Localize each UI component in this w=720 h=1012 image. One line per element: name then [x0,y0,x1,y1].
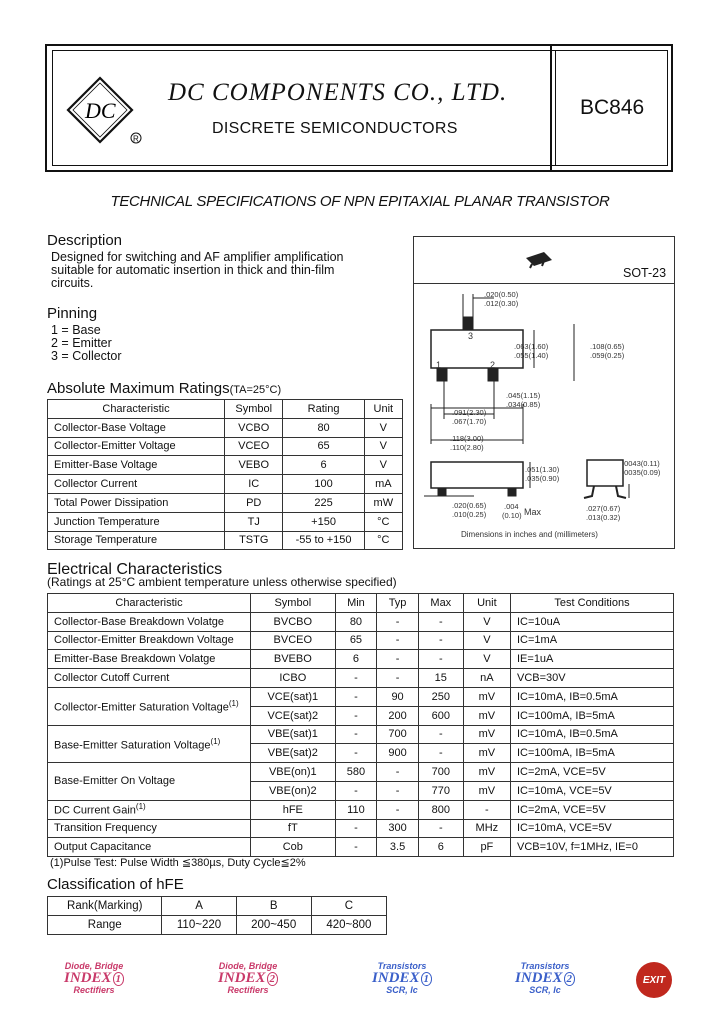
table-cell: - [418,744,463,763]
pin-label: 3 [468,331,474,341]
pin-label: 1 [436,360,442,370]
table-cell: - [418,819,463,838]
company-name: DC COMPONENTS CO., LTD. [168,79,508,106]
table-cell: IC=100mA, IB=5mA [511,706,674,725]
dim-label: .0043(0.11) [622,459,660,468]
table-cell: V [463,650,510,669]
footer-link-index: INDEX 2 [200,971,296,986]
table-cell: VBE(on)1 [251,763,336,782]
table-row [48,763,674,782]
dim-label: .004 [504,502,519,511]
characteristic-cell: Collector Cutoff Current [48,669,251,688]
footer-index-link[interactable] [497,962,593,998]
table-row [48,838,674,857]
table-cell: - [418,725,463,744]
table-cell: - [463,800,510,819]
table-cell: - [377,800,419,819]
col-header: Symbol [225,400,283,419]
description-heading: Description [47,232,123,249]
footer-link-top: Diode, Bridge [64,961,124,971]
table-cell: IC=2mA, VCE=5V [511,800,674,819]
table-cell: +150 [283,512,364,531]
table-cell: -55 to +150 [283,531,364,550]
table-cell: 110~220 [162,915,236,934]
table-cell: IE=1uA [511,650,674,669]
table-cell: 6 [283,456,364,475]
table-cell: 80 [283,418,364,437]
characteristic-cell: Collector-Base Breakdown Volatge [48,612,251,631]
dim-label: .045(1.15) [506,391,541,400]
table-row [48,512,403,531]
package-name: SOT-23 [623,266,667,280]
table-cell: 80 [335,612,377,631]
table-cell: - [335,706,377,725]
table-cell: 200~450 [236,915,311,934]
dim-label: .055(1.40) [514,351,549,360]
table-row [48,493,403,512]
dim-label: Max [524,507,542,517]
table-cell: 3.5 [377,838,419,857]
table-cell: 65 [283,437,364,456]
footer-link-bottom: SCR, Ic [529,985,561,995]
table-cell: IC=10mA, IB=0.5mA [511,725,674,744]
footer-index-link[interactable] [354,962,450,998]
table-cell: °C [364,512,402,531]
table-cell: ICBO [251,669,336,688]
exit-button[interactable]: EXIT [636,962,672,998]
table-cell: pF [463,838,510,857]
electrical-note: (Ratings at 25°C ambient temperature unless otherwise specified) [47,575,397,589]
table-row [48,418,403,437]
characteristic-cell: Transition Frequency [48,819,251,838]
abs-max-condition: (TA=25°C) [229,384,282,396]
col-header: Characteristic [48,594,251,613]
characteristic-cell: DC Current Gain$^{(1)}$ [48,800,251,819]
footer-link-index: INDEX 1 [46,971,142,986]
table-row [48,897,387,916]
table-cell: 600 [418,706,463,725]
table-cell: IC [225,475,283,494]
table-row [48,531,403,550]
table-cell: PD [225,493,283,512]
pin-label: 2 [490,360,496,370]
table-cell: 770 [418,781,463,800]
description-line: suitable for automatic insertion in thick and thin-film [51,263,335,277]
dim-label: .110(2.80) [450,443,484,452]
col-header: Typ [377,594,419,613]
pin-item: 3 = Collector [51,349,122,363]
table-cell: - [335,838,377,857]
table-cell: Cob [251,838,336,857]
pulse-footnote: (1)Pulse Test: Pulse Width ≦380µs, Duty Cycle≦2% [50,857,306,869]
footer-link-top: Diode, Bridge [218,961,278,971]
col-header: Rating [283,400,364,419]
col-header: Unit [364,400,402,419]
table-cell: °C [364,531,402,550]
characteristic-cell: Emitter-Base Breakdown Volatge [48,650,251,669]
table-cell: Range [48,915,162,934]
table-cell: mA [364,475,402,494]
table-cell: B [236,897,311,916]
table-cell: 300 [377,819,419,838]
table-cell: A [162,897,236,916]
abs-max-table [47,399,403,550]
table-cell: Emitter-Base Voltage [48,456,225,475]
table-cell: C [311,897,386,916]
table-cell: 700 [377,725,419,744]
classification-heading: Classification of hFE [47,876,184,893]
table-cell: hFE [251,800,336,819]
footnote-ref: (1) [135,802,146,812]
table-cell: Rank(Marking) [48,897,162,916]
pinning-heading: Pinning [47,305,98,322]
table-cell: IC=10mA, VCE=5V [511,781,674,800]
table-cell: V [463,612,510,631]
table-cell: TSTG [225,531,283,550]
footer-link-top: Transistors [520,961,570,971]
table-cell: 6 [418,838,463,857]
table-cell: 15 [418,669,463,688]
table-cell: Storage Temperature [48,531,225,550]
header-divider-inner [555,50,556,166]
table-row [48,437,403,456]
col-header: Test Conditions [511,594,674,613]
header-divider [550,44,552,172]
table-cell: mV [463,706,510,725]
table-cell: 90 [377,687,419,706]
footer-link-bottom: Rectifiers [73,985,115,995]
table-cell: - [418,650,463,669]
col-header: Min [335,594,377,613]
table-cell: mV [463,687,510,706]
table-row [48,650,674,669]
footnote-ref: (1) [228,698,239,708]
dim-label: .035(0.90) [525,474,560,483]
table-cell: VCE(sat)1 [251,687,336,706]
dim-label: .010(0.25) [452,510,487,519]
characteristic-cell: Base-Emitter Saturation Voltage$^{(1)}$ [48,725,251,763]
footnote-ref: (1) [210,736,221,746]
table-row [48,456,403,475]
dim-label: .067(1.70) [452,417,487,426]
table-cell: V [364,437,402,456]
table-cell: - [418,612,463,631]
footer-index-link[interactable] [46,962,142,998]
table-row [48,669,674,688]
dim-label: .059(0.25) [590,351,625,360]
table-cell: mV [463,725,510,744]
table-cell: BVCEO [251,631,336,650]
dim-label: .012(0.30) [484,299,519,308]
table-cell: - [377,669,419,688]
table-cell: TJ [225,512,283,531]
dim-label: .020(0.65) [452,501,487,510]
table-cell: - [335,744,377,763]
company-logo [64,74,154,150]
table-cell: fT [251,819,336,838]
footer-link-bottom: Rectifiers [227,985,269,995]
table-cell: 900 [377,744,419,763]
characteristic-cell: Base-Emitter On Voltage [48,763,251,801]
table-cell: - [377,612,419,631]
table-cell: VBE(sat)1 [251,725,336,744]
dim-label: .108(0.65) [590,342,625,351]
characteristic-cell: Collector-Emitter Saturation Voltage$^{(1)}$ [48,687,251,725]
registered-mark: R [133,134,139,144]
pin-item: 2 = Emitter [51,336,112,350]
table-row [48,725,674,744]
table-cell: VBE(on)2 [251,781,336,800]
footer-link-index: INDEX 1 [354,971,450,986]
table-cell: 580 [335,763,377,782]
table-cell: - [335,725,377,744]
table-header-row [48,594,674,613]
table-cell: mV [463,744,510,763]
dim-label: .020(0.50) [484,290,519,299]
table-cell: Total Power Dissipation [48,493,225,512]
description-line: circuits. [51,276,94,290]
table-cell: VCB=30V [511,669,674,688]
table-cell: 6 [335,650,377,669]
pin-item: 1 = Base [51,323,101,337]
dim-label: .0035(0.09) [622,468,661,477]
col-header: Max [418,594,463,613]
table-cell: 200 [377,706,419,725]
footer-link-bottom: SCR, Ic [386,985,418,995]
table-cell: nA [463,669,510,688]
classification-table [47,896,387,935]
dim-label: (0.10) [502,511,522,520]
table-row [48,915,387,934]
col-header: Unit [463,594,510,613]
characteristic-cell: Output Capacitance [48,838,251,857]
characteristic-cell: Collector-Emitter Breakdown Voltage [48,631,251,650]
table-row [48,612,674,631]
company-tagline: DISCRETE SEMICONDUCTORS [212,120,458,137]
table-cell: - [418,631,463,650]
table-cell: MHz [463,819,510,838]
table-cell: Junction Temperature [48,512,225,531]
dim-label: .027(0.67) [586,504,621,513]
footer-link-index: INDEX 2 [497,971,593,986]
table-cell: V [364,456,402,475]
table-cell: IC=10mA, VCE=5V [511,819,674,838]
electrical-heading: Electrical Characteristics [47,561,223,578]
col-header: Characteristic [48,400,225,419]
table-cell: V [364,418,402,437]
table-row [48,819,674,838]
table-cell: mW [364,493,402,512]
table-row [48,800,674,819]
table-cell: IC=10mA, IB=0.5mA [511,687,674,706]
table-cell: VCBO [225,418,283,437]
dimensions-note: Dimensions in inches and (millimeters) [461,530,598,539]
table-cell: - [335,687,377,706]
footer-link-top: Transistors [377,961,427,971]
table-cell: 420~800 [311,915,386,934]
table-cell: 65 [335,631,377,650]
table-cell: - [377,650,419,669]
table-row [48,687,674,706]
table-cell: BVEBO [251,650,336,669]
table-cell: VCEO [225,437,283,456]
table-cell: 250 [418,687,463,706]
table-cell: - [377,763,419,782]
table-cell: 110 [335,800,377,819]
table-cell: BVCBO [251,612,336,631]
table-cell: - [377,781,419,800]
table-cell: IC=2mA, VCE=5V [511,763,674,782]
table-cell: 225 [283,493,364,512]
table-cell: 700 [418,763,463,782]
dim-label: .013(0.32) [586,513,621,522]
table-cell: mV [463,763,510,782]
dim-label: .034(0.85) [506,400,541,409]
table-cell: - [335,669,377,688]
table-cell: IC=100mA, IB=5mA [511,744,674,763]
table-cell: VEBO [225,456,283,475]
dim-label: .118(3.00) [450,434,484,443]
electrical-table [47,593,674,857]
footer-index-link[interactable] [200,962,296,998]
dim-label: .091(2.30) [452,408,487,417]
abs-max-heading: Absolute Maximum Ratings(TA=25°C) [47,380,282,397]
sot23-photo-icon [524,250,554,270]
table-cell: - [377,631,419,650]
table-cell: 800 [418,800,463,819]
table-row [48,631,674,650]
table-cell: VBE(sat)2 [251,744,336,763]
table-cell: Collector Current [48,475,225,494]
table-cell: - [335,819,377,838]
col-header: Symbol [251,594,336,613]
table-cell: 100 [283,475,364,494]
part-number: BC846 [580,96,645,119]
table-cell: IC=1mA [511,631,674,650]
table-cell: VCE(sat)2 [251,706,336,725]
table-header-row [48,400,403,419]
document-title: TECHNICAL SPECIFICATIONS OF NPN EPITAXIAL PLANAR TRANSISTOR [110,193,610,210]
logo-text: DC [85,98,116,123]
table-cell: Collector-Base Voltage [48,418,225,437]
table-cell: IC=10uA [511,612,674,631]
description-line: Designed for switching and AF amplifier amplification [51,250,344,264]
dim-label: .063(1.60) [514,342,549,351]
table-cell: mV [463,781,510,800]
table-cell: Collector-Emitter Voltage [48,437,225,456]
table-cell: V [463,631,510,650]
table-cell: - [335,781,377,800]
dim-label: .051(1.30) [525,465,560,474]
table-row [48,475,403,494]
table-cell: VCB=10V, f=1MHz, IE=0 [511,838,674,857]
